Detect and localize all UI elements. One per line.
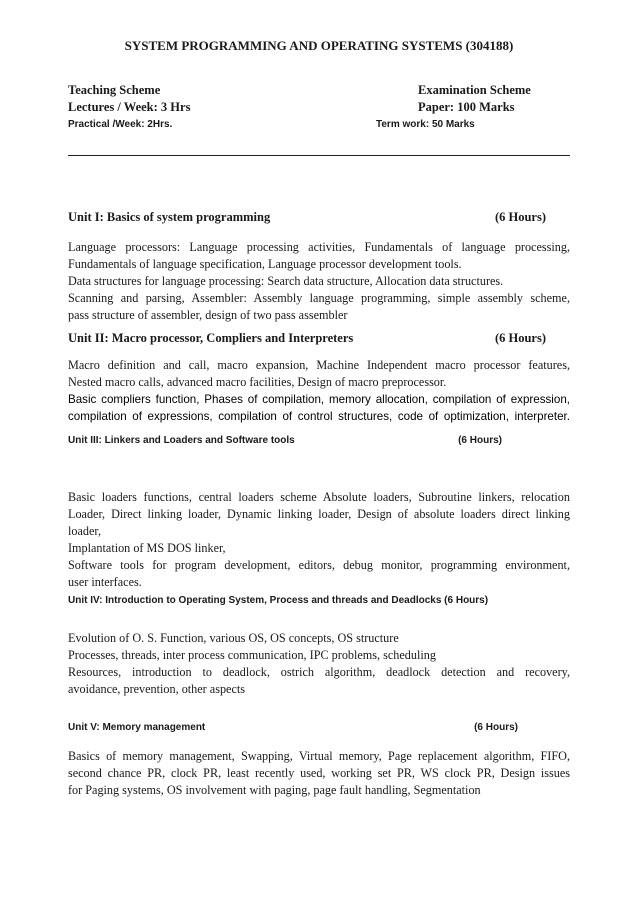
- unit-2-content: [68, 357, 570, 425]
- unit-4-line: Resources, introduction to deadlock, ostrich algorithm, deadlock detection and recovery,: [68, 665, 570, 679]
- unit-1-line: Language processors: Language processing activities, Fundamentals of language processing,: [68, 240, 570, 254]
- unit-1-hours: (6 Hours): [494, 210, 546, 224]
- examination-scheme-label: Examination Scheme: [418, 83, 531, 97]
- unit-1-line: pass structure of assembler, design of two pass assembler: [68, 308, 348, 322]
- unit-2-line: Macro definition and call, macro expansion, Machine Independent macro processor features,: [68, 358, 570, 372]
- unit-1-title: Unit I: Basics of system programming: [68, 210, 271, 224]
- teaching-scheme-label: Teaching Scheme: [68, 83, 161, 97]
- unit-4-line: Processes, threads, inter process communication, IPC problems, scheduling: [68, 648, 436, 662]
- unit-3-heading: [68, 435, 570, 446]
- document-title: SYSTEM PROGRAMMING AND OPERATING SYSTEMS (304188): [124, 38, 514, 53]
- unit-1-content: [68, 239, 570, 324]
- lectures-per-week: Lectures / Week: 3 Hrs: [68, 100, 191, 114]
- unit-3-title: Unit III: Linkers and Loaders and Software tools: [68, 435, 295, 446]
- unit-2-line: Basic compliers function, Phases of compilation, memory allocation, compilation of expression,: [68, 393, 570, 406]
- unit-3-line: loader,: [68, 524, 102, 538]
- unit-2-line: Nested macro calls, advanced macro facilities, Design of macro preprocessor.: [68, 375, 447, 389]
- unit-5-title: Unit V: Memory management: [68, 722, 206, 733]
- unit-5-line: second chance PR, clock PR, least recently used, working set PR, WS clock PR, Design issues: [68, 766, 570, 780]
- unit-3-line: Loader, Direct linking loader, Dynamic linking loader, Design of absolute loaders direct linking: [68, 507, 570, 521]
- unit-4-title: Unit IV: Introduction to Operating System, Process and threads and Deadlocks (6 Hours): [68, 595, 489, 606]
- unit-3-line: Software tools for program development, editors, debug monitor, programming environment,: [68, 558, 570, 572]
- unit-4-line: Evolution of O. S. Function, various OS, OS concepts, OS structure: [68, 631, 399, 645]
- unit-1-line: Scanning and parsing, Assembler: Assembly language programming, simple assembly scheme,: [68, 291, 570, 305]
- unit-1-heading: [68, 210, 570, 225]
- unit-2-title: Unit II: Macro processor, Compliers and Interpreters: [68, 331, 354, 345]
- unit-5-hours: (6 Hours): [474, 722, 518, 733]
- unit-3-line: Basic loaders functions, central loaders scheme Absolute loaders, Subroutine linkers, relocation: [68, 490, 570, 504]
- unit-4-heading: [68, 595, 570, 606]
- unit-5-line: for Paging systems, OS involvement with paging, page fault handling, Segmentation: [68, 783, 481, 797]
- unit-4-content: [68, 630, 570, 698]
- paper-marks: Paper: 100 Marks: [418, 100, 515, 114]
- header-divider: [68, 155, 570, 156]
- unit-1-line: Data structures for language processing: Search data structure, Allocation data structures.: [68, 274, 504, 288]
- unit-2-heading: [68, 331, 570, 346]
- unit-4-line: avoidance, prevention, other aspects: [68, 682, 245, 696]
- unit-2-line: compilation of expressions, compilation of control structures, code of optimization, interpreter.: [68, 410, 570, 423]
- unit-3-line: user interfaces.: [68, 575, 142, 589]
- practical-per-week: Practical /Week: 2Hrs.: [68, 119, 173, 130]
- unit-2-hours: (6 Hours): [494, 331, 546, 345]
- term-work-marks: Term work: 50 Marks: [376, 119, 475, 130]
- unit-3-line: Implantation of MS DOS linker,: [68, 541, 226, 555]
- unit-3-content: [68, 489, 570, 591]
- unit-5-heading: [68, 722, 570, 733]
- unit-3-hours: (6 Hours): [458, 435, 502, 446]
- unit-5-line: Basics of memory management, Swapping, Virtual memory, Page replacement algorithm, FIFO,: [68, 749, 570, 763]
- unit-1-line: Fundamentals of language specification, Language processor development tools.: [68, 257, 462, 271]
- unit-5-content: [68, 748, 570, 799]
